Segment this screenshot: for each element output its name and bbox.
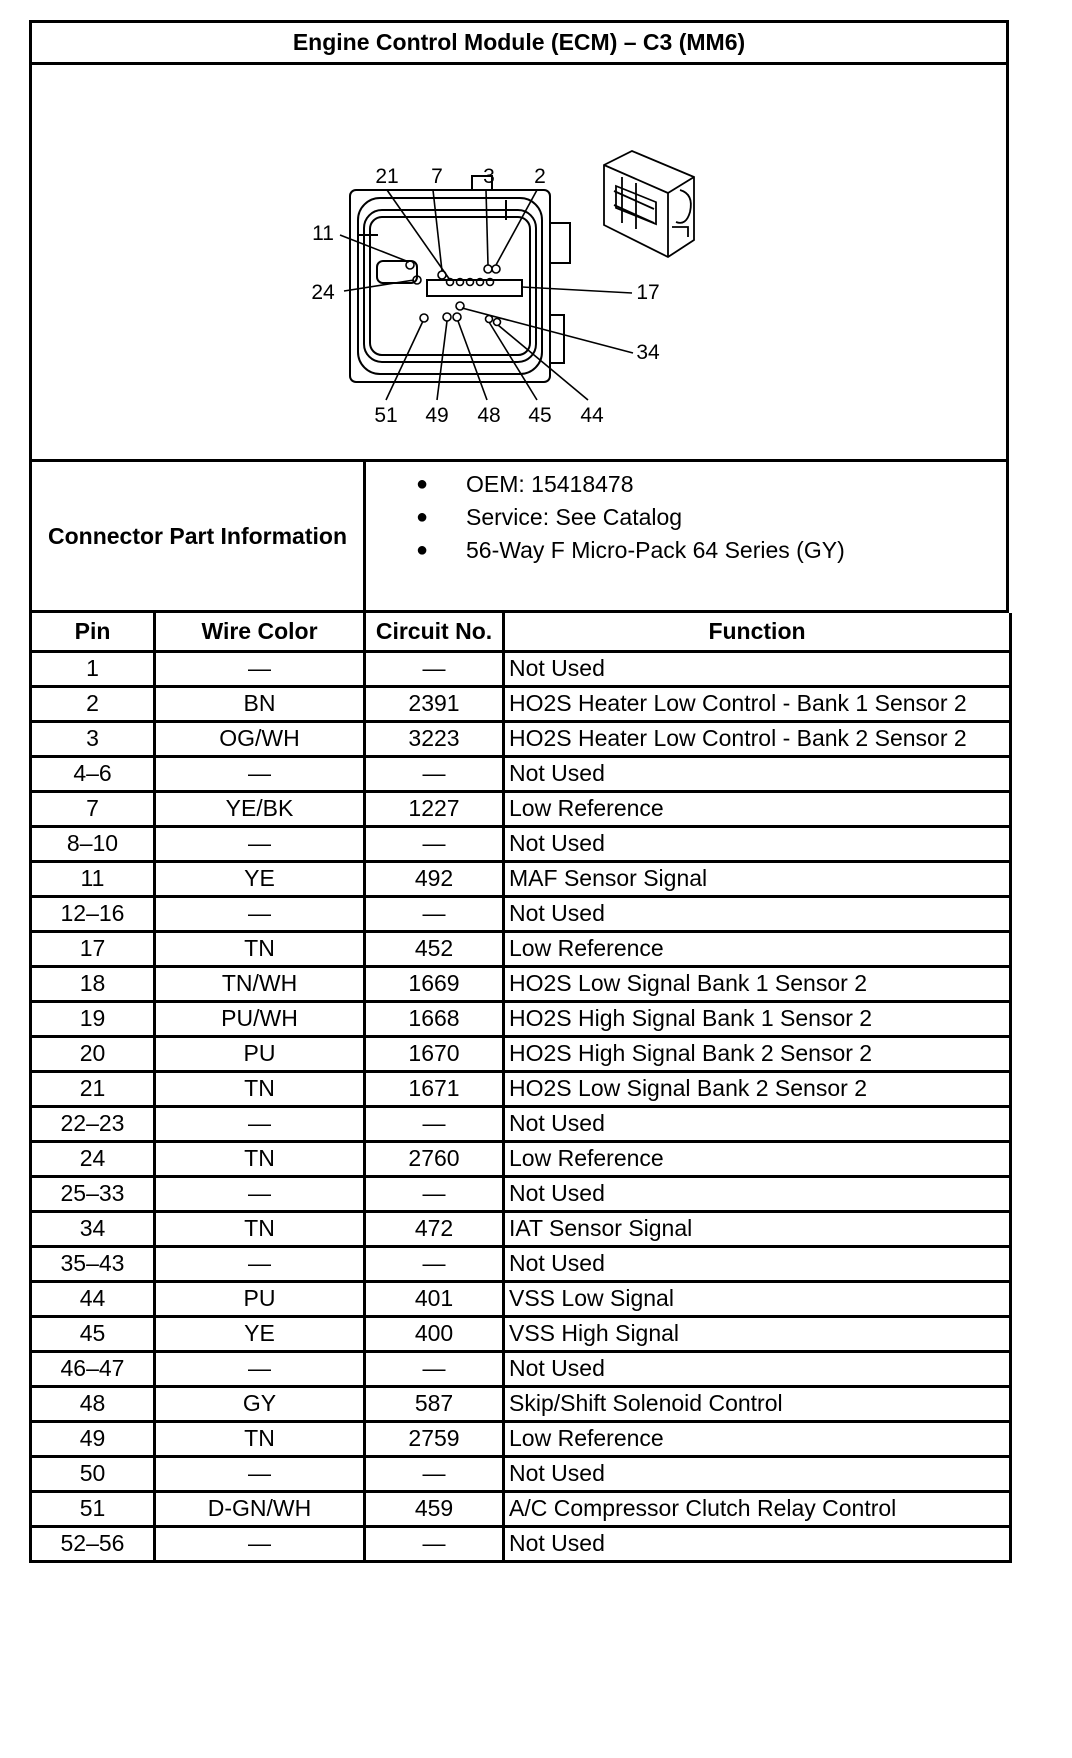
cell-wire-color: D-GN/WH bbox=[155, 1491, 365, 1526]
table-row bbox=[31, 1526, 1011, 1561]
cell-wire-color: OG/WH bbox=[155, 721, 365, 756]
cell-pin: 44 bbox=[31, 1281, 155, 1316]
cell-pin: 18 bbox=[31, 966, 155, 1001]
cell-circuit-no: 459 bbox=[365, 1491, 504, 1526]
table-row bbox=[31, 896, 1011, 931]
cell-wire-color: — bbox=[155, 756, 365, 791]
cell-circuit-no: — bbox=[365, 1176, 504, 1211]
cell-circuit-no: — bbox=[365, 1456, 504, 1491]
cell-circuit-no: 1669 bbox=[365, 966, 504, 1001]
cell-wire-color: TN bbox=[155, 1071, 365, 1106]
cell-function: A/C Compressor Clutch Relay Control bbox=[504, 1491, 1011, 1526]
cell-circuit-no: 401 bbox=[365, 1281, 504, 1316]
connector-info-label: Connector Part Information bbox=[32, 462, 366, 610]
table-row bbox=[31, 861, 1011, 896]
pinout-sheet bbox=[29, 20, 1009, 1563]
cell-pin: 45 bbox=[31, 1316, 155, 1351]
cell-wire-color: — bbox=[155, 1456, 365, 1491]
cell-pin: 3 bbox=[31, 721, 155, 756]
cell-circuit-no: — bbox=[365, 896, 504, 931]
table-row bbox=[31, 1491, 1011, 1526]
table-row bbox=[31, 1036, 1011, 1071]
cell-function: Low Reference bbox=[504, 1141, 1011, 1176]
cell-function: HO2S High Signal Bank 1 Sensor 2 bbox=[504, 1001, 1011, 1036]
oem-number: OEM: 15418478 bbox=[466, 471, 634, 497]
cell-function: Not Used bbox=[504, 1176, 1011, 1211]
connector-diagram bbox=[29, 65, 1009, 462]
cell-wire-color: TN bbox=[155, 931, 365, 966]
cell-pin: 17 bbox=[31, 931, 155, 966]
cell-pin: 4–6 bbox=[31, 756, 155, 791]
cell-wire-color: YE bbox=[155, 861, 365, 896]
connector-part-info bbox=[29, 462, 1009, 613]
cell-function: VSS Low Signal bbox=[504, 1281, 1011, 1316]
pin-label-17: 17 bbox=[636, 281, 660, 304]
cell-wire-color: YE bbox=[155, 1316, 365, 1351]
pin-label-48: 48 bbox=[477, 404, 501, 427]
table-row bbox=[31, 1281, 1011, 1316]
cell-pin: 51 bbox=[31, 1491, 155, 1526]
cell-wire-color: — bbox=[155, 1526, 365, 1561]
cell-function: Skip/Shift Solenoid Control bbox=[504, 1386, 1011, 1421]
cell-function: Low Reference bbox=[504, 791, 1011, 826]
header-function: Function bbox=[504, 613, 1011, 651]
cell-function: Not Used bbox=[504, 756, 1011, 791]
cell-circuit-no: 3223 bbox=[365, 721, 504, 756]
cell-circuit-no: 587 bbox=[365, 1386, 504, 1421]
cell-function: Low Reference bbox=[504, 931, 1011, 966]
cell-circuit-no: — bbox=[365, 1351, 504, 1386]
bullet-icon: ● bbox=[416, 506, 429, 528]
table-row bbox=[31, 1421, 1011, 1456]
cell-wire-color: PU/WH bbox=[155, 1001, 365, 1036]
cell-pin: 21 bbox=[31, 1071, 155, 1106]
cell-function: Not Used bbox=[504, 1351, 1011, 1386]
cell-pin: 20 bbox=[31, 1036, 155, 1071]
cell-function: IAT Sensor Signal bbox=[504, 1211, 1011, 1246]
table-row bbox=[31, 1001, 1011, 1036]
connector-type: 56-Way F Micro-Pack 64 Series (GY) bbox=[466, 537, 845, 563]
connector-info-item bbox=[416, 501, 1006, 534]
cell-circuit-no: — bbox=[365, 1246, 504, 1281]
table-row bbox=[31, 931, 1011, 966]
cell-pin: 22–23 bbox=[31, 1106, 155, 1141]
table-row bbox=[31, 826, 1011, 861]
cell-circuit-no: — bbox=[365, 756, 504, 791]
table-row bbox=[31, 1176, 1011, 1211]
cell-wire-color: BN bbox=[155, 686, 365, 721]
cell-circuit-no: 1670 bbox=[365, 1036, 504, 1071]
cell-function: Not Used bbox=[504, 651, 1011, 686]
table-row bbox=[31, 1141, 1011, 1176]
cell-circuit-no: — bbox=[365, 1526, 504, 1561]
table-row bbox=[31, 791, 1011, 826]
pin-label-21: 21 bbox=[375, 165, 399, 188]
cell-pin: 24 bbox=[31, 1141, 155, 1176]
cell-function: HO2S Heater Low Control - Bank 2 Sensor 2 bbox=[504, 721, 1011, 756]
cell-pin: 8–10 bbox=[31, 826, 155, 861]
cell-pin: 12–16 bbox=[31, 896, 155, 931]
cell-circuit-no: 1668 bbox=[365, 1001, 504, 1036]
pin-label-49: 49 bbox=[425, 404, 449, 427]
cell-wire-color: — bbox=[155, 1246, 365, 1281]
cell-wire-color: YE/BK bbox=[155, 791, 365, 826]
pin-label-24: 24 bbox=[311, 281, 335, 304]
page-title: Engine Control Module (ECM) – C3 (MM6) bbox=[29, 20, 1009, 65]
cell-function: Low Reference bbox=[504, 1421, 1011, 1456]
table-row bbox=[31, 1351, 1011, 1386]
cell-pin: 34 bbox=[31, 1211, 155, 1246]
cell-wire-color: — bbox=[155, 826, 365, 861]
cell-wire-color: TN bbox=[155, 1421, 365, 1456]
table-row bbox=[31, 1246, 1011, 1281]
cell-pin: 1 bbox=[31, 651, 155, 686]
cell-wire-color: TN bbox=[155, 1141, 365, 1176]
cell-wire-color: — bbox=[155, 1351, 365, 1386]
pin-label-45: 45 bbox=[528, 404, 552, 427]
table-row bbox=[31, 756, 1011, 791]
pin-label-3: 3 bbox=[483, 165, 495, 188]
cell-wire-color: — bbox=[155, 1176, 365, 1211]
cell-pin: 52–56 bbox=[31, 1526, 155, 1561]
cell-pin: 7 bbox=[31, 791, 155, 826]
header-wire-color: Wire Color bbox=[155, 613, 365, 651]
pinout-table bbox=[29, 613, 1012, 1563]
cell-wire-color: PU bbox=[155, 1036, 365, 1071]
connector-info-item bbox=[416, 534, 1006, 567]
cell-function: Not Used bbox=[504, 1456, 1011, 1491]
pin-label-11: 11 bbox=[312, 222, 334, 245]
cell-pin: 48 bbox=[31, 1386, 155, 1421]
cell-wire-color: — bbox=[155, 896, 365, 931]
cell-circuit-no: 400 bbox=[365, 1316, 504, 1351]
cell-circuit-no: — bbox=[365, 1106, 504, 1141]
cell-function: HO2S Low Signal Bank 2 Sensor 2 bbox=[504, 1071, 1011, 1106]
cell-function: HO2S High Signal Bank 2 Sensor 2 bbox=[504, 1036, 1011, 1071]
table-row bbox=[31, 1386, 1011, 1421]
cell-wire-color: TN/WH bbox=[155, 966, 365, 1001]
cell-function: HO2S Low Signal Bank 1 Sensor 2 bbox=[504, 966, 1011, 1001]
cell-wire-color: — bbox=[155, 1106, 365, 1141]
connector-info-list bbox=[366, 462, 1006, 610]
table-row bbox=[31, 1071, 1011, 1106]
connector-info-item bbox=[416, 468, 1006, 501]
cell-circuit-no: 472 bbox=[365, 1211, 504, 1246]
table-row bbox=[31, 721, 1011, 756]
cell-pin: 2 bbox=[31, 686, 155, 721]
pin-label-51: 51 bbox=[374, 404, 398, 427]
cell-pin: 50 bbox=[31, 1456, 155, 1491]
table-header-row bbox=[31, 613, 1011, 651]
cell-pin: 46–47 bbox=[31, 1351, 155, 1386]
cell-function: Not Used bbox=[504, 896, 1011, 931]
cell-circuit-no: — bbox=[365, 826, 504, 861]
cell-pin: 35–43 bbox=[31, 1246, 155, 1281]
pin-label-44: 44 bbox=[580, 404, 604, 427]
cell-wire-color: PU bbox=[155, 1281, 365, 1316]
table-row bbox=[31, 686, 1011, 721]
cell-wire-color: GY bbox=[155, 1386, 365, 1421]
cell-circuit-no: 1227 bbox=[365, 791, 504, 826]
cell-circuit-no: — bbox=[365, 651, 504, 686]
pin-cavities bbox=[406, 261, 501, 326]
cell-pin: 19 bbox=[31, 1001, 155, 1036]
table-row bbox=[31, 651, 1011, 686]
bullet-icon: ● bbox=[416, 539, 429, 561]
cell-pin: 49 bbox=[31, 1421, 155, 1456]
table-row bbox=[31, 1456, 1011, 1491]
cell-function: VSS High Signal bbox=[504, 1316, 1011, 1351]
cell-circuit-no: 492 bbox=[365, 861, 504, 896]
header-circuit-no: Circuit No. bbox=[365, 613, 504, 651]
bullet-icon: ● bbox=[416, 473, 429, 495]
cell-circuit-no: 452 bbox=[365, 931, 504, 966]
connector-thumbnail bbox=[604, 151, 694, 257]
table-row bbox=[31, 1211, 1011, 1246]
cell-circuit-no: 2760 bbox=[365, 1141, 504, 1176]
table-row bbox=[31, 1316, 1011, 1351]
cell-circuit-no: 2391 bbox=[365, 686, 504, 721]
cell-function: Not Used bbox=[504, 1106, 1011, 1141]
pinout-rows bbox=[31, 651, 1011, 1561]
header-pin: Pin bbox=[31, 613, 155, 651]
table-row bbox=[31, 1106, 1011, 1141]
cell-circuit-no: 1671 bbox=[365, 1071, 504, 1106]
cell-function: Not Used bbox=[504, 826, 1011, 861]
cell-circuit-no: 2759 bbox=[365, 1421, 504, 1456]
pin-label-2: 2 bbox=[534, 165, 546, 188]
pin-label-7: 7 bbox=[431, 165, 443, 188]
connector-face-drawing bbox=[32, 65, 1006, 459]
cell-pin: 11 bbox=[31, 861, 155, 896]
cell-wire-color: TN bbox=[155, 1211, 365, 1246]
cell-wire-color: — bbox=[155, 651, 365, 686]
cell-function: Not Used bbox=[504, 1246, 1011, 1281]
cell-function: MAF Sensor Signal bbox=[504, 861, 1011, 896]
cell-function: Not Used bbox=[504, 1526, 1011, 1561]
service-info: Service: See Catalog bbox=[466, 504, 683, 530]
table-row bbox=[31, 966, 1011, 1001]
cell-pin: 25–33 bbox=[31, 1176, 155, 1211]
pin-label-34: 34 bbox=[636, 341, 660, 364]
cell-function: HO2S Heater Low Control - Bank 1 Sensor 2 bbox=[504, 686, 1011, 721]
